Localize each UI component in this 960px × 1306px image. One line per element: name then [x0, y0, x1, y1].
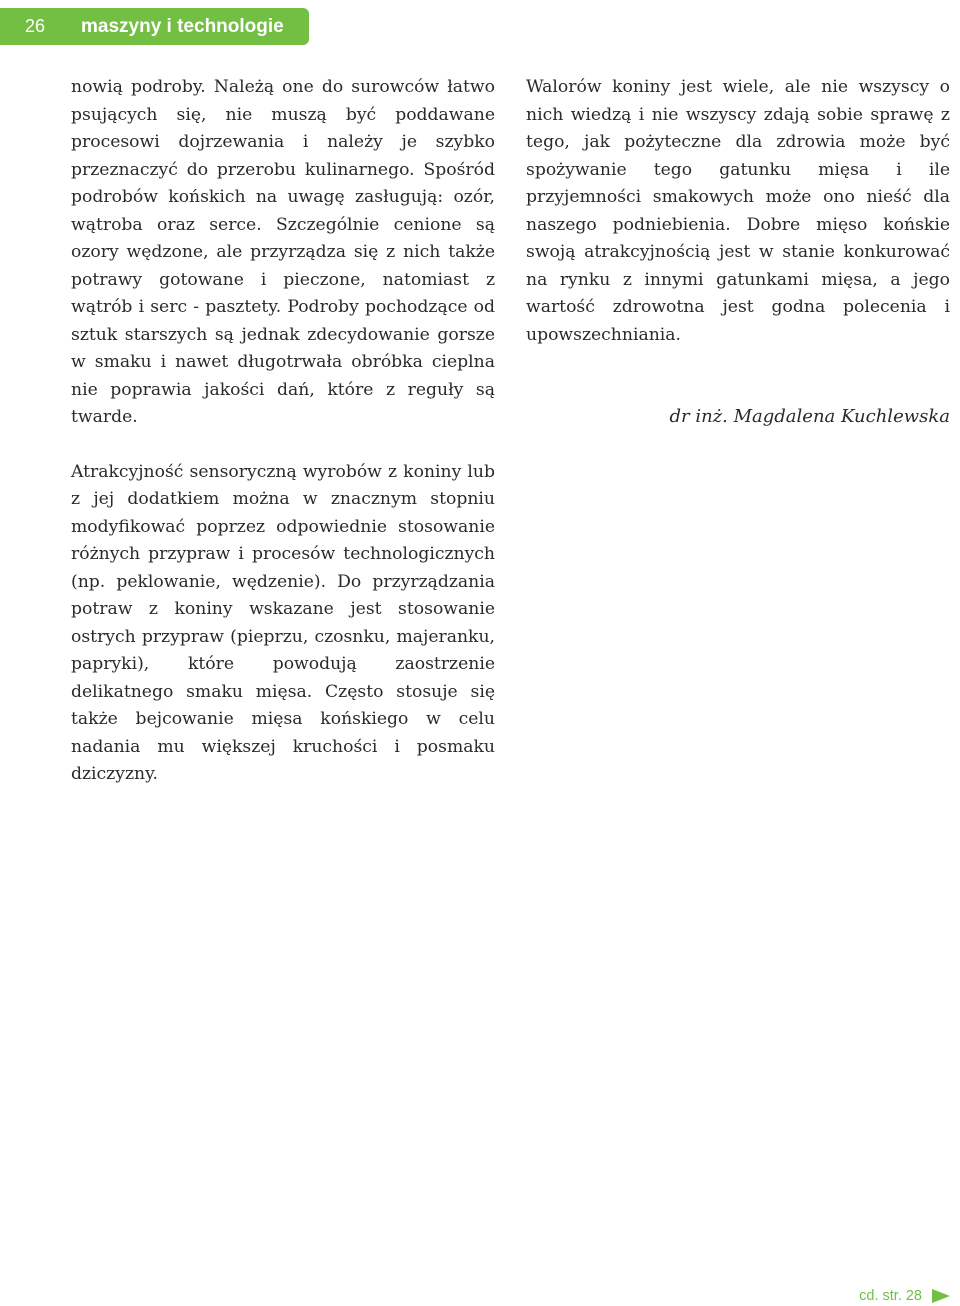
right-arrow-icon: [932, 1289, 950, 1303]
right-column: [526, 74, 950, 431]
paragraph-sensory: Atrakcyjność sensoryczną wyrobów z koniny lub z jej dodatkiem można w znacznym stopniu modyfikować poprzez odpowiednie stosowanie różnych przypraw i procesów technologicznych (np. peklowanie, wędzenie). Do przyrządzania potraw z koniny wskazane jest stosowanie ostrych przypraw (pieprzu, czosnku, majeranku, papryki), które powodują zaostrzenie delikatnego smaku mięsa. Często stosuje się także bejcowanie mięsa końskiego w celu nadania mu większej kruchości i posmaku dziczyzny.: [71, 461, 495, 784]
continued-label: cd. str. 28: [859, 1288, 922, 1304]
continued-link[interactable]: [859, 1288, 950, 1304]
author-signature: dr inż. Magdalena Kuchlewska: [669, 406, 950, 427]
page-number: 26: [25, 16, 46, 36]
paragraph-offal: nowią podroby. Należą one do surowców łatwo psujących się, nie muszą być poddawane procesowi dojrzewania i należy je szybko przeznaczyć do przerobu kulinarnego. Spośród podrobów końskich na uwagę zasługują: ozór, wątroba oraz serce. Szczególnie cenione są ozory wędzone, ale przyrządza się z nich także potrawy gotowane i pieczone, natomiast z wątrób i serc - pasztety. Podroby pochodzące od sztuk starszych są jednak zdecydowanie gorsze w smaku i nawet długotrwała obróbka cieplna nie poprawia jakości dań, które z reguły są twarde.: [71, 77, 495, 427]
section-title: maszyny i technologie: [81, 15, 284, 37]
section-header-bar: [0, 8, 309, 45]
paragraph-values: Walorów koniny jest wiele, ale nie wszyscy o nich wiedzą i nie wszyscy zdają sobie sprawę z tego, jak pożyteczne dla zdrowia może być spożywanie tego gatunku mięsa i ile przyjemności smakowych może ono nieść dla naszego podniebienia. Dobre mięso końskie swoją atrakcyjnością jest w stanie konkurować na rynku z innymi gatunkami mięsa, a jego wartość zdrowotna jest godna polecenia i upowszechniania.: [526, 77, 950, 345]
left-column: [71, 74, 495, 789]
